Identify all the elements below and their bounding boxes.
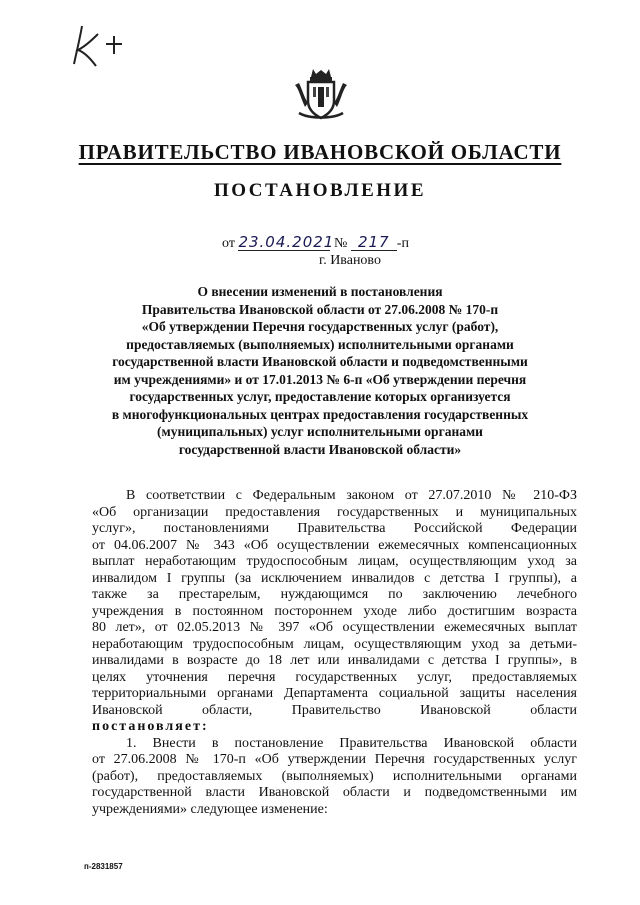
body-line: также за престарелым, нуждающимся по заключению лечебного bbox=[92, 587, 577, 602]
footer-code: п-2831857 bbox=[84, 862, 123, 871]
subject-line: Правительства Ивановской области от 27.06.2008 № 170-п bbox=[141, 301, 499, 317]
subject-line: им учреждениями» и от 17.01.2013 № 6-п «Об утверждении перечня bbox=[113, 371, 527, 387]
handwritten-mark bbox=[68, 20, 128, 70]
body-line: В соответствии с Федеральным законом от 27.07.2010 № 210-ФЗ bbox=[126, 488, 577, 503]
number-sign: № bbox=[333, 236, 348, 251]
number-value: 217 bbox=[351, 234, 397, 251]
body-line: целях уточнения перечня государственных услуг, предоставляемых bbox=[92, 669, 577, 685]
body-line: Ивановской области, Правительство Ивановской области bbox=[92, 702, 577, 718]
body-line: (работ), предоставляемых (выполняемых) исполнительными органами bbox=[92, 768, 577, 784]
number-suffix: -п bbox=[396, 236, 409, 251]
body-line: государственной власти Ивановской области и подведомственными им bbox=[92, 785, 577, 800]
document-subject bbox=[100, 283, 540, 458]
city: г. Иваново bbox=[319, 253, 381, 268]
body-line: учреждениями» следующее изменение: bbox=[92, 801, 328, 817]
body-line: инвалидами в возрасте до 18 лет или инвалидами с детства I группы», в bbox=[92, 653, 577, 668]
body-line: 1. Внести в постановление Правительства Ивановской области bbox=[126, 735, 577, 751]
date-value: 23.04.2021 bbox=[238, 233, 335, 251]
body-line: выплат неработающим трудоспособным лицам, осуществляющим уход за bbox=[92, 554, 577, 569]
subject-line: в многофункциональных центрах предоставления государственных bbox=[111, 406, 529, 422]
document-type-title: ПОСТАНОВЛЕНИЕ bbox=[213, 180, 427, 201]
body-line: территориальными органами Департамента социальной защиты населения bbox=[92, 686, 577, 701]
coat-of-arms-emblem bbox=[293, 65, 349, 121]
body-line-resolves: постановляет: bbox=[92, 719, 209, 734]
date-number-line bbox=[222, 234, 409, 252]
subject-line: предоставляемых (выполняемых) исполнительными органами bbox=[126, 336, 514, 352]
date-prefix: от bbox=[222, 236, 235, 251]
body-line: услуг», постановлениями Правительства Российской Федерации bbox=[92, 521, 577, 536]
document-body bbox=[92, 488, 577, 818]
body-line: учреждения в постоянном постороннем уходе либо достигшим возраста bbox=[92, 603, 577, 619]
body-line: от 27.06.2008 № 170-п «Об утверждении Перечня государственных услуг bbox=[92, 752, 577, 767]
body-line: неработающим трудоспособным лицам, осуществляющим уход за детьми- bbox=[92, 636, 577, 652]
subject-line: (муниципальных) услуг исполнительными органами bbox=[157, 424, 483, 439]
subject-line: О внесении изменений в постановления bbox=[197, 284, 443, 299]
subject-line: государственной власти Ивановской области и подведомственными bbox=[112, 354, 528, 369]
subject-line: государственных услуг, предоставление которых организуется bbox=[129, 389, 511, 404]
body-line: от 04.06.2007 № 343 «Об осуществлении ежемесячных компенсационных bbox=[92, 537, 577, 553]
body-line: «Об организации предоставления государственных и муниципальных bbox=[92, 504, 577, 520]
body-line: инвалидом I группы (за исключением инвалидов с детства I группы), а bbox=[92, 570, 577, 586]
body-line: 80 лет», от 02.05.2013 № 397 «Об осуществлении ежемесячных выплат bbox=[92, 620, 577, 635]
subject-line: «Об утверждении Перечня государственных услуг (работ), bbox=[141, 319, 499, 334]
organization-title: ПРАВИТЕЛЬСТВО ИВАНОВСКОЙ ОБЛАСТИ bbox=[78, 140, 562, 164]
subject-line: государственной власти Ивановской области» bbox=[178, 441, 462, 457]
